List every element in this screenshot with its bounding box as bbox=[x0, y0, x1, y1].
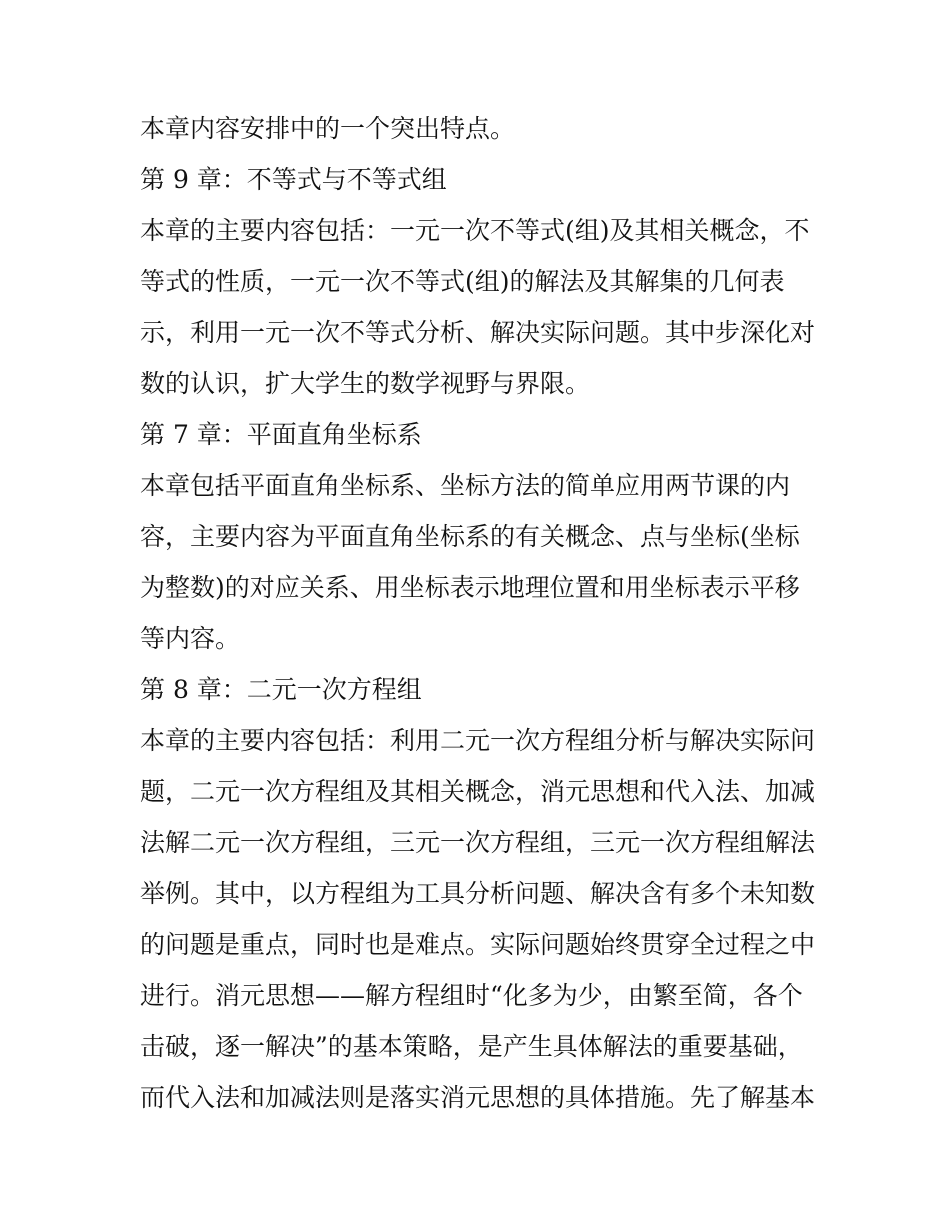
document-body bbox=[140, 108, 820, 1128]
paragraph-line: 本章包括平面直角坐标系、坐标方法的简单应用两节课的内 bbox=[140, 471, 791, 500]
paragraph-line: 本章内容安排中的一个突出特点。 bbox=[140, 114, 516, 143]
chapter-heading-8: 第 8 章：二元一次方程组 bbox=[140, 675, 422, 704]
paragraph-line: 等式的性质，一元一次不等式(组)的解法及其解集的几何表 bbox=[140, 267, 785, 296]
paragraph-line: 等内容。 bbox=[140, 624, 241, 653]
chapter-heading-9: 第 9 章：不等式与不等式组 bbox=[140, 165, 447, 194]
paragraph-line: 容，主要内容为平面直角坐标系的有关概念、点与坐标(坐标 bbox=[140, 522, 800, 551]
paragraph-line: 本章的主要内容包括：一元一次不等式(组)及其相关概念，不 bbox=[140, 216, 810, 245]
paragraph-line: 法解二元一次方程组，三元一次方程组，三元一次方程组解法 bbox=[140, 828, 816, 857]
paragraph-line: 本章的主要内容包括：利用二元一次方程组分析与解决实际问 bbox=[140, 726, 816, 755]
paragraph-line: 为整数)的对应关系、用坐标表示地理位置和用坐标表示平移 bbox=[140, 573, 800, 602]
paragraph-line: 击破，逐一解决”的基本策略，是产生具体解法的重要基础， bbox=[140, 1032, 803, 1061]
paragraph-line: 的问题是重点，同时也是难点。实际问题始终贯穿全过程之中 bbox=[140, 930, 816, 959]
chapter-heading-7: 第 7 章：平面直角坐标系 bbox=[140, 420, 422, 449]
paragraph-line: 而代入法和加减法则是落实消元思想的具体措施。先了解基本 bbox=[140, 1083, 816, 1112]
paragraph-line: 示，利用一元一次不等式分析、解决实际问题。其中步深化对 bbox=[140, 318, 816, 347]
paragraph-line: 数的认识，扩大学生的数学视野与界限。 bbox=[140, 369, 591, 398]
paragraph-line: 举例。其中，以方程组为工具分析问题、解决含有多个未知数 bbox=[140, 879, 816, 908]
paragraph-line: 题，二元一次方程组及其相关概念，消元思想和代入法、加减 bbox=[140, 777, 816, 806]
paragraph-line: 进行。消元思想——解方程组时“化多为少，由繁至简，各个 bbox=[140, 981, 803, 1010]
